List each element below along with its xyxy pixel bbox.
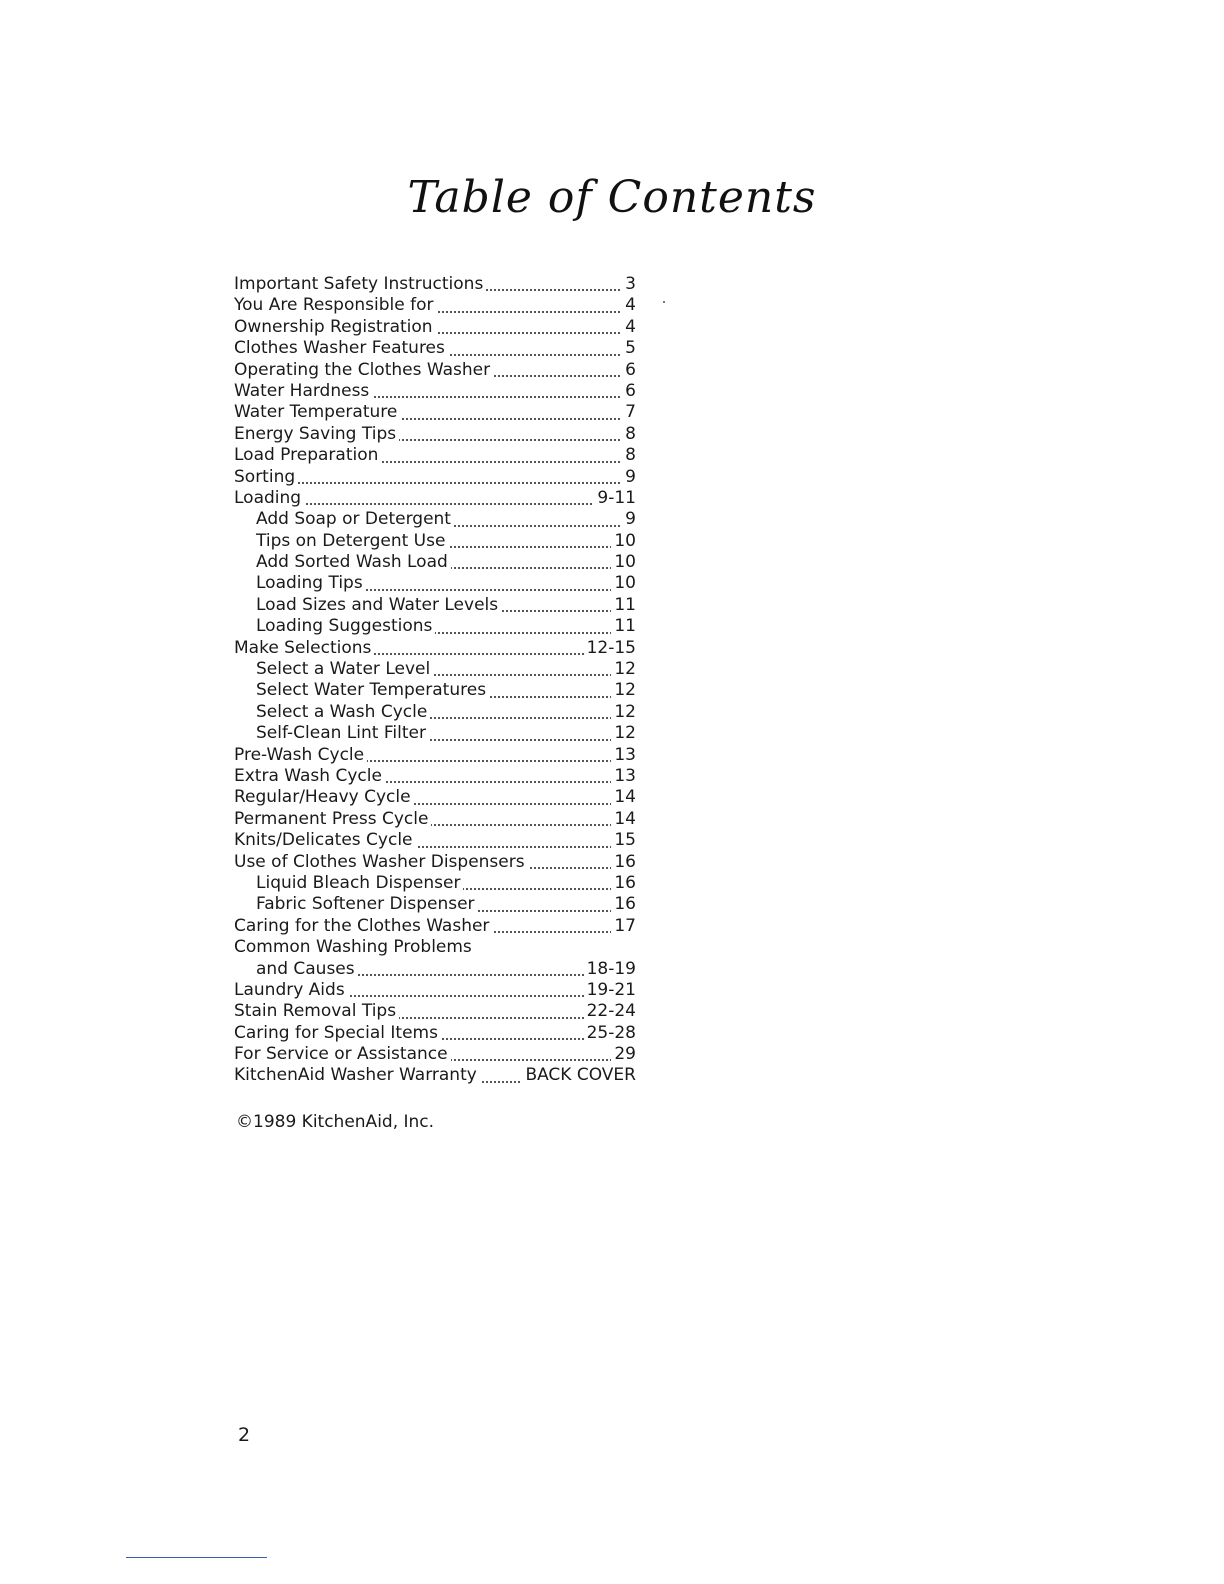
toc-entry-page: 4 [622, 295, 636, 316]
toc-entry-label: Load Preparation [234, 445, 381, 465]
toc-entry [234, 1023, 636, 1044]
toc-entry-label: Pre-Wash Cycle [234, 745, 367, 765]
toc-entry-page: 13 [611, 745, 636, 766]
toc-entry [234, 467, 636, 488]
toc-entry-label: Select Water Temperatures [234, 680, 489, 700]
toc-entry-label: Extra Wash Cycle [234, 766, 385, 786]
toc-entry [234, 317, 636, 338]
toc-entry-label: Laundry Aids [234, 980, 348, 1000]
toc-entry-label: Regular/Heavy Cycle [234, 787, 414, 807]
toc-entry [234, 680, 636, 701]
toc-entry [234, 274, 636, 295]
toc-entry-label: Energy Saving Tips [234, 424, 399, 444]
toc-entry [234, 402, 636, 423]
toc-entry-label: Add Soap or Detergent [234, 509, 454, 529]
toc-entry-label: Permanent Press Cycle [234, 809, 431, 829]
toc-entry-page: 17 [611, 916, 636, 937]
toc-entry [234, 1065, 636, 1086]
toc-entry [234, 1044, 636, 1065]
toc-entry-label: Ownership Registration [234, 317, 436, 337]
toc-entry-page: 15 [611, 830, 636, 851]
toc-entry-label: KitchenAid Washer Warranty [234, 1065, 480, 1085]
toc-entry-label: Clothes Washer Features [234, 338, 448, 358]
toc-entry-label: Self-Clean Lint Filter [234, 723, 429, 743]
toc-entry-label: Caring for Special Items [234, 1023, 441, 1043]
toc-entry-label: Operating the Clothes Washer [234, 360, 493, 380]
toc-entry-label: Fabric Softener Dispenser [234, 894, 478, 914]
toc-entry-page: 16 [611, 852, 636, 873]
toc-entry-label: Loading Tips [234, 573, 366, 593]
toc-entry-page: 12 [611, 702, 636, 723]
toc-entry-label: You Are Responsible for [234, 295, 436, 315]
toc-entry-page: 13 [611, 766, 636, 787]
toc-entry-page: 12 [611, 680, 636, 701]
toc-entry [234, 488, 636, 509]
bottom-rule [126, 1557, 267, 1558]
toc-entry [234, 360, 636, 381]
toc-entry-page: 14 [611, 809, 636, 830]
copyright-notice: ©1989 KitchenAid, Inc. [236, 1112, 435, 1132]
toc-entry [234, 959, 636, 980]
toc-entry-label: Water Temperature [234, 402, 400, 422]
toc-entry-page: 11 [611, 616, 636, 637]
toc-entry-label: Use of Clothes Washer Dispensers [234, 852, 528, 872]
toc-entry-label: For Service or Assistance [234, 1044, 451, 1064]
toc-entry-label: Make Selections [234, 638, 374, 658]
toc-entry-page: 22-24 [584, 1001, 636, 1022]
toc-entry [234, 852, 636, 873]
toc-entry [234, 1001, 636, 1022]
toc-entry [234, 873, 636, 894]
toc-entry-page: 4 [622, 317, 636, 338]
toc-entry [234, 980, 636, 1001]
toc-entry-page: 10 [611, 573, 636, 594]
toc-entry-page: 25-28 [584, 1023, 636, 1044]
toc-entry [234, 830, 636, 851]
toc-entry [234, 937, 636, 958]
toc-entry-page: 3 [622, 274, 636, 295]
toc-entry [234, 616, 636, 637]
toc-entry-page: 7 [622, 402, 636, 423]
toc-entry [234, 531, 636, 552]
toc-entry-page: 9 [622, 467, 636, 488]
toc-entry [234, 723, 636, 744]
toc-entry-page: 9 [622, 509, 636, 530]
toc-entry [234, 424, 636, 445]
toc-entry-page: 5 [622, 338, 636, 359]
toc-entry [234, 509, 636, 530]
toc-entry-label: Knits/Delicates Cycle [234, 830, 416, 850]
toc-entry-page: BACK COVER [522, 1065, 636, 1086]
page-title: Table of Contents [407, 172, 817, 223]
page-number: 2 [238, 1424, 251, 1446]
toc-entry-label: Select a Water Level [234, 659, 433, 679]
table-of-contents [234, 274, 636, 1087]
toc-entry-label: Caring for the Clothes Washer [234, 916, 492, 936]
toc-entry-page: 14 [611, 787, 636, 808]
toc-entry-label: Loading Suggestions [234, 616, 435, 636]
toc-entry [234, 552, 636, 573]
toc-entry-page: 10 [611, 531, 636, 552]
toc-entry [234, 894, 636, 915]
toc-entry [234, 702, 636, 723]
toc-entry [234, 787, 636, 808]
toc-entry-page: 8 [622, 424, 636, 445]
scan-speck [663, 301, 665, 303]
toc-entry-label: Stain Removal Tips [234, 1001, 399, 1021]
toc-entry [234, 809, 636, 830]
toc-entry-label: Important Safety Instructions [234, 274, 486, 294]
toc-entry-label: Liquid Bleach Dispenser [234, 873, 463, 893]
toc-entry-page: 16 [611, 894, 636, 915]
toc-entry-label: Water Hardness [234, 381, 372, 401]
toc-entry-page: 12 [611, 659, 636, 680]
toc-entry [234, 659, 636, 680]
toc-entry [234, 338, 636, 359]
toc-entry-label: Loading [234, 488, 304, 508]
toc-entry [234, 766, 636, 787]
toc-entry-page: 12-15 [584, 638, 636, 659]
toc-entry-label: Tips on Detergent Use [234, 531, 448, 551]
toc-entry-page: 18-19 [584, 959, 636, 980]
toc-entry-page: 9-11 [594, 488, 636, 509]
toc-entry-page: 8 [622, 445, 636, 466]
toc-entry [234, 595, 636, 616]
toc-entry-label: Sorting [234, 467, 298, 487]
toc-entry-page: 10 [611, 552, 636, 573]
toc-entry-label: Load Sizes and Water Levels [234, 595, 501, 615]
toc-entry [234, 295, 636, 316]
toc-entry [234, 573, 636, 594]
toc-entry-page: 6 [622, 381, 636, 402]
toc-entry-label: Common Washing Problems [234, 937, 475, 957]
toc-entry [234, 638, 636, 659]
toc-entry [234, 381, 636, 402]
toc-entry-page: 6 [622, 360, 636, 381]
toc-entry [234, 745, 636, 766]
toc-entry-page: 19-21 [584, 980, 636, 1001]
toc-entry-page: 11 [611, 595, 636, 616]
toc-entry-label: Add Sorted Wash Load [234, 552, 451, 572]
toc-entry [234, 445, 636, 466]
toc-entry-page: 29 [611, 1044, 636, 1065]
toc-entry-page: 12 [611, 723, 636, 744]
toc-entry-page: 16 [611, 873, 636, 894]
toc-entry [234, 916, 636, 937]
toc-entry-label: and Causes [234, 959, 358, 979]
toc-entry-label: Select a Wash Cycle [234, 702, 430, 722]
